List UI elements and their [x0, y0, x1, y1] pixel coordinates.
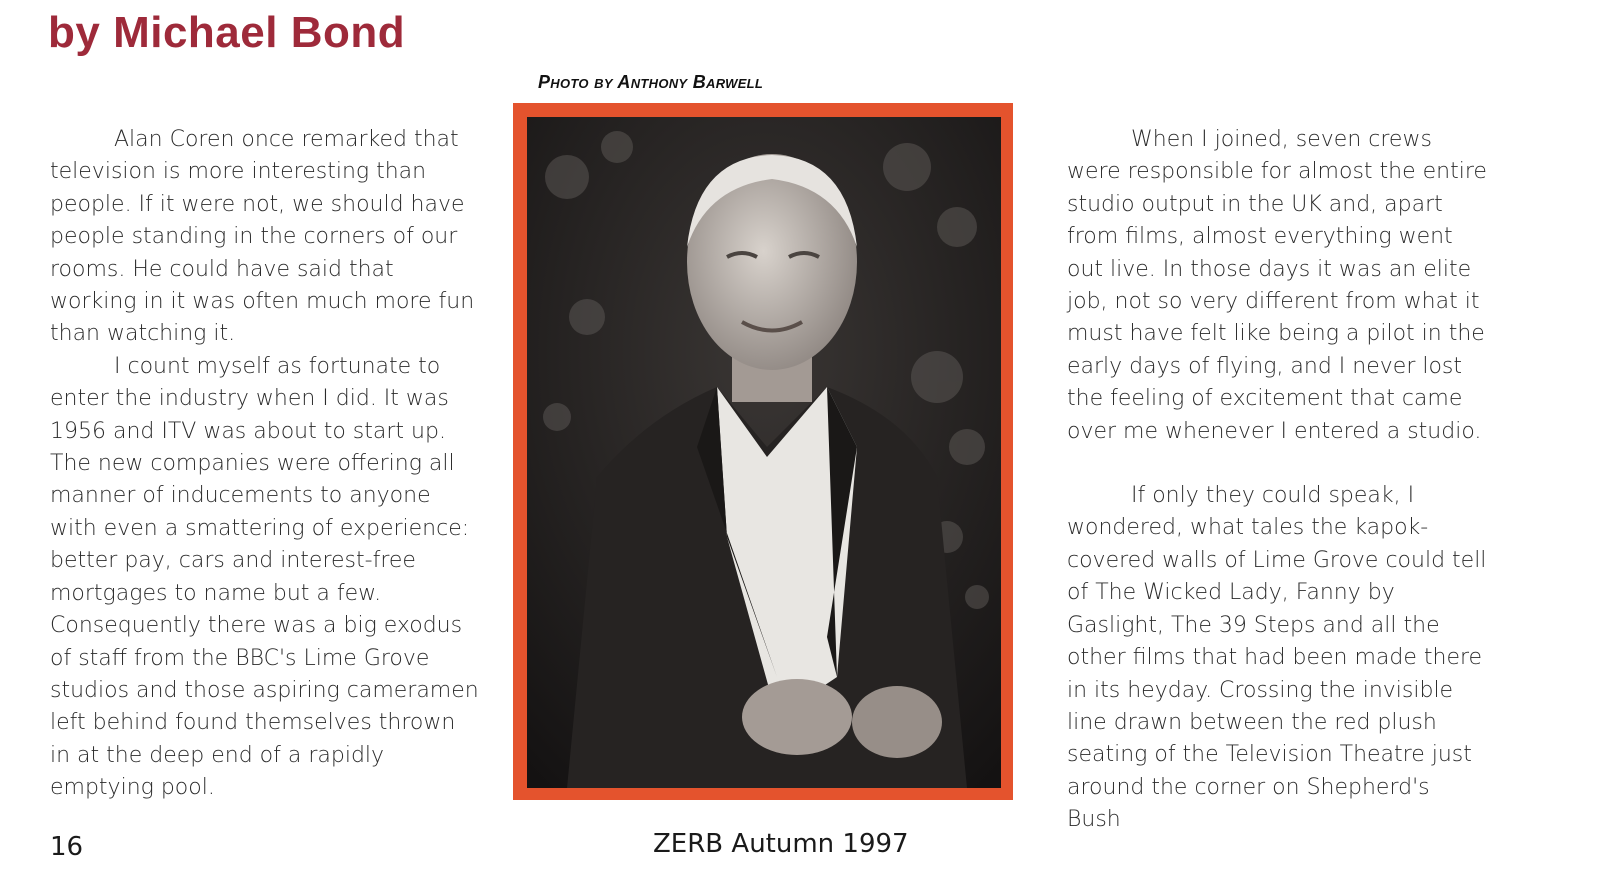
article-column-left	[50, 124, 480, 805]
article-paragraph: I count myself as fortunate to enter the industry when I did. It was 1956 and ITV was about to start up. The new companies were offering all manner of inducements to anyone with even a smattering of experience: better pay, cars and interest-free mortgages to name but a few. Consequently there was a big exodus of staff from the BBC's Lime Grove studios and those aspiring cameramen left behind found themselves thrown in at the deep end of a rapidly emptying pool.	[50, 353, 479, 801]
publication-footer: ZERB Autumn 1997	[653, 829, 909, 859]
author-portrait-image	[527, 117, 1001, 788]
article-column-right	[1067, 124, 1487, 837]
author-portrait-photo	[527, 117, 1001, 788]
photo-frame	[513, 103, 1013, 800]
photo-credit: Photo by Anthony Barwell	[538, 72, 764, 92]
article-paragraph: Alan Coren once remarked that television is more interesting than people. If it were not, we should have people standing in the corners of our rooms. He could have said that working in it was often much more fun than watching it.	[50, 127, 475, 347]
page-number: 16	[50, 832, 84, 862]
article-byline: by Michael Bond	[48, 8, 406, 57]
article-paragraph: If only they could speak, I wondered, what tales the kapok-covered walls of Lime Grove could tell of The Wicked Lady, Fanny by Gaslight, The 39 Steps and all the other films that had been made there in its heyday. Crossing the invisible line drawn between the red plush seating of the Television Theatre just around the corner on Shepherd's Bush	[1067, 483, 1487, 833]
article-paragraph: When I joined, seven crews were responsible for almost the entire studio output in the UK and, apart from films, almost everything went out live. In those days it was an elite job, not so very different from what it must have felt like being a pilot in the early days of flying, and I never lost the feeling of excitement that came over me whenever I entered a studio.	[1067, 127, 1487, 444]
